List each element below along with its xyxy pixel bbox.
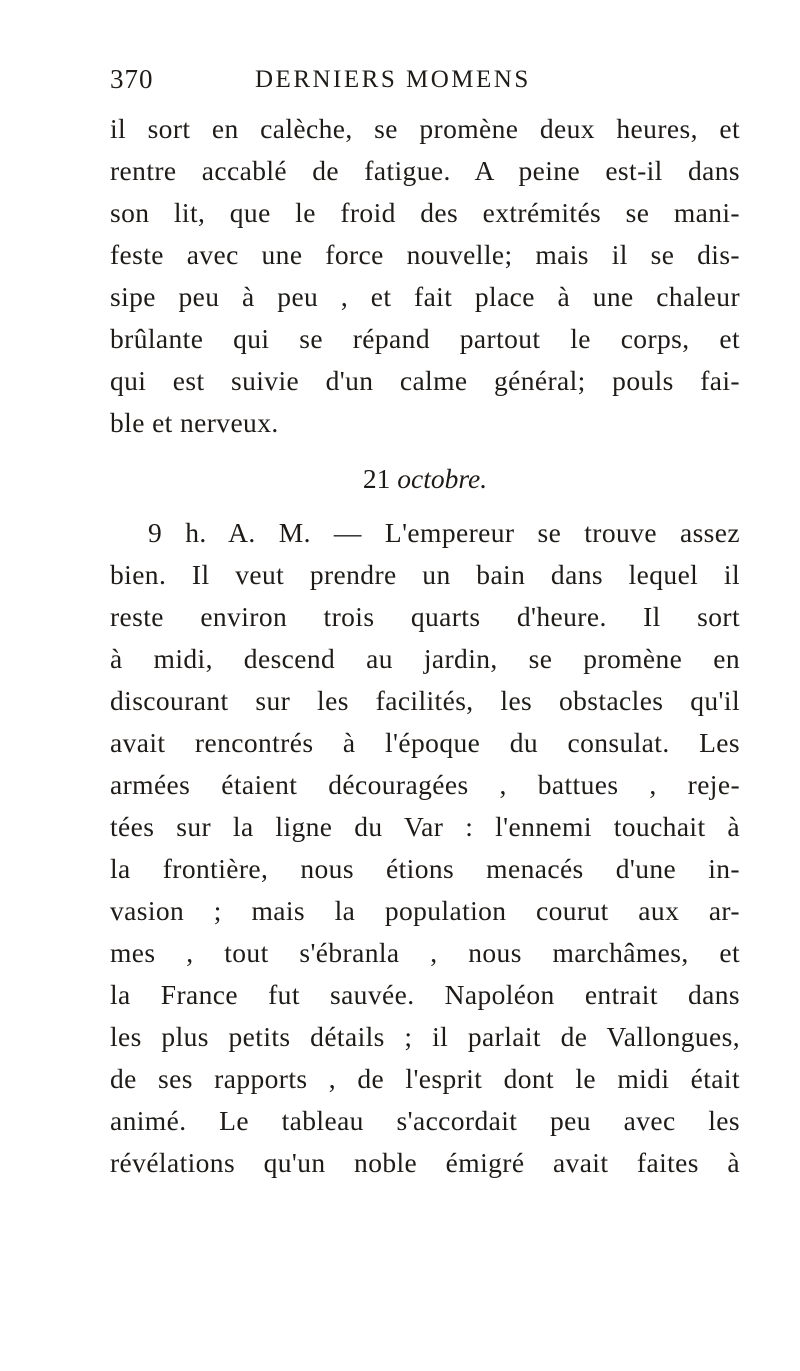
text-line: qui est suivie d'un calme général; pouls fai-: [110, 365, 740, 396]
text-line: rentre accablé de fatigue. A peine est-il dans: [110, 155, 740, 186]
text-line: feste avec une force nouvelle; mais il se dis-: [110, 239, 740, 270]
text-line: discourant sur les facilités, les obstacles qu'il: [110, 685, 740, 716]
text-line: bien. Il veut prendre un bain dans lequel il: [110, 559, 740, 590]
paragraph-1: [110, 108, 740, 444]
date-day: 21: [362, 463, 391, 494]
text-line: tées sur la ligne du Var : l'ennemi touchait à: [110, 811, 740, 842]
text-line: son lit, que le froid des extrémités se mani-: [110, 197, 740, 228]
date-month: octobre.: [397, 463, 488, 494]
text-line: sipe peu à peu , et fait place à une chaleur: [110, 281, 740, 312]
text-line: mes , tout s'ébranla , nous marchâmes, et: [110, 937, 740, 968]
text-line: révélations qu'un noble émigré avait faites à: [110, 1147, 740, 1178]
text-line: les plus petits détails ; il parlait de Vallongues,: [110, 1021, 740, 1052]
page-number: 370: [110, 64, 154, 94]
running-head: DERNIERS MOMENS: [255, 66, 531, 93]
text-line: avait rencontrés à l'époque du consulat. Les: [110, 727, 740, 758]
text-line: il sort en calèche, se promène deux heures, et: [110, 113, 740, 144]
text-line: de ses rapports , de l'esprit dont le midi était: [110, 1063, 740, 1094]
text-line: la frontière, nous étions menacés d'une in-: [110, 853, 740, 884]
text-line: vasion ; mais la population courut aux ar-: [110, 895, 740, 926]
text-line: animé. Le tableau s'accordait peu avec les: [110, 1105, 740, 1136]
text-line: à midi, descend au jardin, se promène en: [110, 643, 740, 674]
text-line: armées étaient découragées , battues , reje-: [110, 769, 740, 800]
text-line: reste environ trois quarts d'heure. Il sort: [110, 601, 740, 632]
text-line: ble et nerveux.: [110, 407, 279, 438]
page-header: [110, 64, 710, 104]
date-heading: [110, 458, 740, 500]
text-line: la France fut sauvée. Napoléon entrait dans: [110, 979, 740, 1010]
paragraph-2: [110, 512, 740, 1184]
text-line: 9 h. A. M. — L'empereur se trouve assez: [148, 517, 740, 548]
text-line: brûlante qui se répand partout le corps, et: [110, 323, 740, 354]
